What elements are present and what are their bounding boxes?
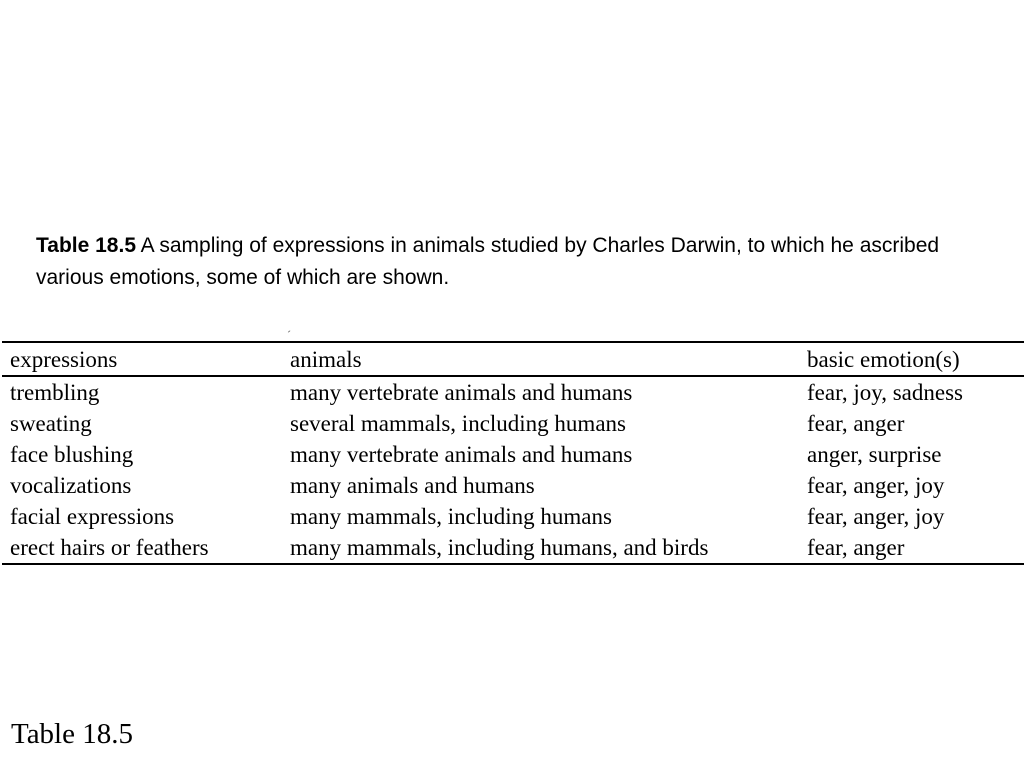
table-row [2,376,1024,408]
cell-expression: sweating [10,411,92,436]
table-row [2,408,1024,439]
table-row [2,532,1024,564]
cell-expression: erect hairs or feathers [10,535,209,560]
cell-emotions: fear, anger [807,535,905,560]
column-header-expressions: expressions [10,346,118,372]
cell-emotions: fear, anger, joy [807,473,945,498]
cell-expression: vocalizations [10,473,132,498]
table-header-row [2,342,1024,376]
cell-emotions: fear, joy, sadness [807,380,963,405]
stray-mark: ´ [287,328,291,342]
cell-expression: facial expressions [10,504,175,529]
cell-emotions: fear, anger [807,411,905,436]
column-header-animals: animals [290,346,362,372]
cell-animals: many vertebrate animals and humans [290,442,633,467]
cell-expression: face blushing [10,442,134,467]
cell-animals: many animals and humans [290,473,535,498]
column-header-basic-emotions: basic emotion(s) [807,346,960,372]
cell-animals: many mammals, including humans [290,504,612,529]
cell-animals: many mammals, including humans, and birds [290,535,709,560]
cell-animals: many vertebrate animals and humans [290,380,633,405]
emotions-table [2,341,1024,565]
cell-emotions: anger, surprise [807,442,942,467]
caption-label: Table 18.5 [36,234,136,257]
table-row [2,501,1024,532]
table-row [2,439,1024,470]
table-caption [36,230,976,294]
table-container [2,341,1024,565]
slide-footer-label: Table 18.5 [11,718,133,750]
caption-text: A sampling of expressions in animals studied by Charles Darwin, to which he ascribed various emotions, some of which are shown. [36,234,940,289]
cell-animals: several mammals, including humans [290,411,626,436]
table-row [2,470,1024,501]
cell-emotions: fear, anger, joy [807,504,945,529]
cell-expression: trembling [10,380,100,405]
